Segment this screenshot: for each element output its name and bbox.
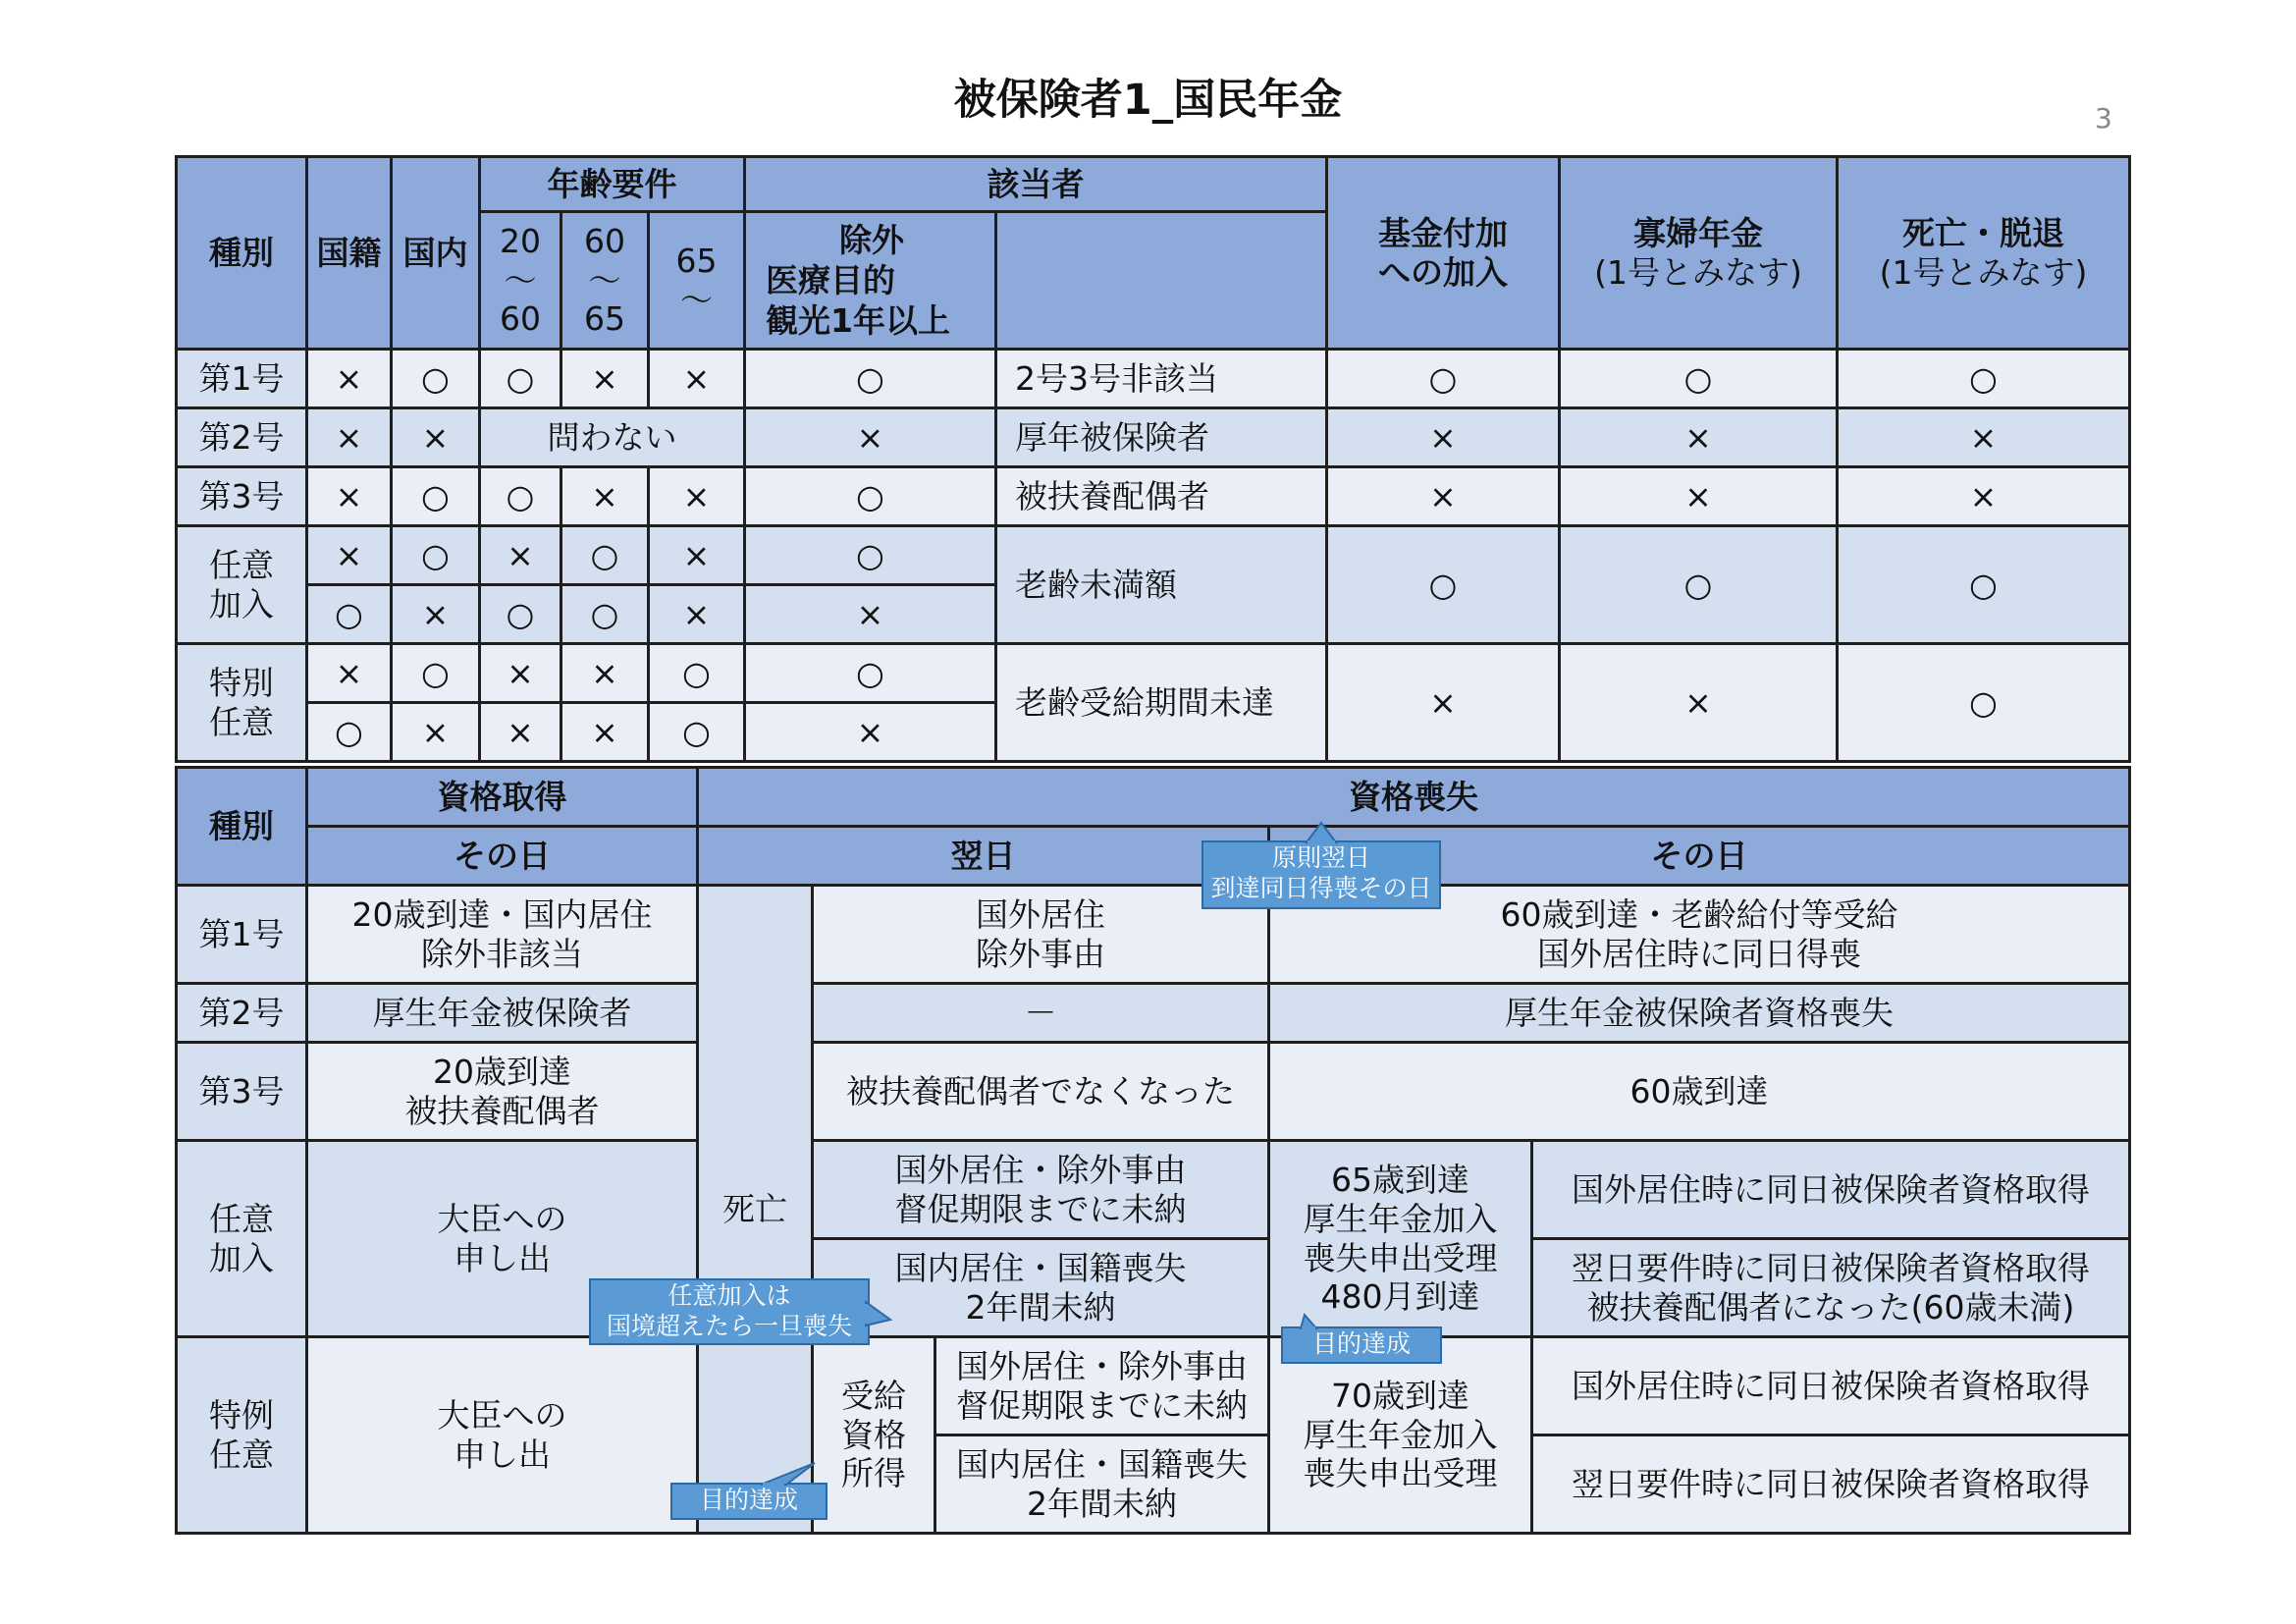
cell-death: ○ [1838, 644, 2130, 762]
cell-fund: × [1327, 467, 1560, 526]
row-type: 第2号 [177, 408, 307, 467]
table-row [177, 1141, 2130, 1239]
header-death-withdrawal: 死亡・脱退 (1号とみなす) [1838, 157, 2130, 350]
cell-exclusion: ○ [745, 526, 996, 585]
cell-mark: × [480, 526, 561, 585]
cell-death: × [1838, 408, 2130, 467]
cell-death: ○ [1838, 350, 2130, 408]
cell-exclusion: ○ [745, 350, 996, 408]
cell-mark: × [392, 703, 480, 762]
callout-pointer [1283, 1328, 1284, 1329]
cell-next-day: 国内居住・国籍喪失 2年間未納 [935, 1435, 1269, 1534]
cell-mark: × [392, 408, 480, 467]
cell-acquire: 大臣への 申し出 [307, 1337, 698, 1534]
cell-mark: × [307, 644, 392, 703]
cell-acquire: 厚生年金被保険者 [307, 984, 698, 1043]
cell-fund: × [1327, 408, 1560, 467]
cell-fund: × [1327, 644, 1560, 762]
cell-fund: ○ [1327, 526, 1560, 644]
cell-widow: ○ [1560, 350, 1838, 408]
table-row [177, 526, 2130, 585]
cell-mark: ○ [561, 526, 649, 585]
cell-mark: × [307, 350, 392, 408]
cell-mark: × [561, 350, 649, 408]
table-row [177, 644, 2130, 703]
table-row [177, 1043, 2130, 1141]
cell-mark: × [307, 467, 392, 526]
header-exclusion: 除外 医療目的 観光1年以上 [745, 212, 996, 350]
header-domestic: 国内 [392, 157, 480, 350]
header-age-60-65: 60 ～ 65 [561, 212, 649, 350]
header-nationality: 国籍 [307, 157, 392, 350]
insured-type-table [175, 155, 2131, 763]
cell-condition: 65歳到達 厚生年金加入 喪失申出受理 480月到達 [1269, 1141, 1532, 1337]
cell-next-day: － [813, 984, 1269, 1043]
cell-same-day: 厚生年金被保険者資格喪失 [1269, 984, 2130, 1043]
cell-next-day: 国外居住・除外事由 督促期限までに未納 [935, 1337, 1269, 1435]
cell-acquire: 20歳到達 被扶養配偶者 [307, 1043, 698, 1141]
cell-same-day: 翌日要件時に同日被保険者資格取得 [1532, 1435, 2130, 1534]
callout-nini: 任意加入は 国境超えたら一旦喪失 [589, 1278, 870, 1345]
cell-exclusion: ○ [745, 644, 996, 703]
header-age-20-60: 20 ～ 60 [480, 212, 561, 350]
callout-mokuteki-2: 目的達成 [670, 1483, 828, 1520]
table-row [177, 467, 2130, 526]
row-type: 第2号 [177, 984, 307, 1043]
cell-mark: × [307, 526, 392, 585]
table-row [177, 350, 2130, 408]
cell-next-day: 国外居住 除外事由 [813, 886, 1269, 984]
qualification-table [175, 766, 2131, 1535]
cell-exclusion: ○ [745, 467, 996, 526]
cell-exclusion: × [745, 585, 996, 644]
cell-same-day: 国外居住時に同日被保険者資格取得 [1532, 1141, 2130, 1239]
cell-mark: × [649, 526, 745, 585]
row-type: 任意 加入 [177, 1141, 307, 1337]
cell-fund: ○ [1327, 350, 1560, 408]
callout-pointer [1203, 842, 1204, 843]
cell-widow: × [1560, 644, 1838, 762]
cell-any-age: 問わない [480, 408, 745, 467]
header-lose: 資格喪失 [698, 768, 2130, 827]
header-acquire: 資格取得 [307, 768, 698, 827]
cell-mark: × [561, 467, 649, 526]
header-type: 種別 [177, 157, 307, 350]
row-type: 特別 任意 [177, 644, 307, 762]
cell-next-day: 被扶養配偶者でなくなった [813, 1043, 1269, 1141]
cell-person: 2号3号非該当 [996, 350, 1327, 408]
table-row [177, 984, 2130, 1043]
cell-mark: ○ [307, 585, 392, 644]
header-widow-pension: 寡婦年金 (1号とみなす) [1560, 157, 1838, 350]
row-type: 第3号 [177, 1043, 307, 1141]
cell-mark: × [480, 703, 561, 762]
cell-acquire: 20歳到達・国内居住 除外非該当 [307, 886, 698, 984]
cell-mark: × [307, 408, 392, 467]
cell-mark: × [561, 703, 649, 762]
cell-mark: ○ [392, 350, 480, 408]
cell-mark: × [392, 585, 480, 644]
cell-person: 厚年被保険者 [996, 408, 1327, 467]
header-applicable-person [996, 212, 1327, 350]
cell-mark: × [480, 644, 561, 703]
cell-mark: × [649, 467, 745, 526]
cell-death: ○ [1838, 526, 2130, 644]
cell-death: 死亡 [698, 886, 813, 1534]
cell-condition: 70歳到達 厚生年金加入 喪失申出受理 [1269, 1337, 1532, 1534]
cell-mark: ○ [307, 703, 392, 762]
cell-mark: ○ [392, 526, 480, 585]
cell-same-day: 60歳到達 [1269, 1043, 2130, 1141]
cell-next-day: 国外居住・除外事由 督促期限までに未納 [813, 1141, 1269, 1239]
header-fund: 基金付加 への加入 [1327, 157, 1560, 350]
header-next-day: 翌日 [698, 827, 1269, 886]
cell-same-day: 翌日要件時に同日被保険者資格取得 被扶養配偶者になった(60歳未満) [1532, 1239, 2130, 1337]
cell-widow: × [1560, 408, 1838, 467]
cell-acquire: 大臣への 申し出 [307, 1141, 698, 1337]
cell-mark: ○ [649, 644, 745, 703]
row-type: 任意 加入 [177, 526, 307, 644]
row-type: 第1号 [177, 886, 307, 984]
cell-mark: ○ [649, 703, 745, 762]
row-type: 第1号 [177, 350, 307, 408]
header-lose-same-day: その日 [1269, 827, 2130, 886]
callout-mokuteki-1: 目的達成 [1281, 1326, 1442, 1364]
cell-person: 老齢受給期間未達 [996, 644, 1327, 762]
cell-mark: × [649, 350, 745, 408]
cell-exclusion: × [745, 703, 996, 762]
callout-pointer [591, 1280, 592, 1281]
cell-mark: ○ [480, 467, 561, 526]
cell-mark: ○ [480, 585, 561, 644]
cell-mark: ○ [392, 644, 480, 703]
page-number: 3 [2095, 102, 2112, 135]
header-age-65: 65 ～ [649, 212, 745, 350]
header-type: 種別 [177, 768, 307, 886]
header-age-requirement: 年齢要件 [480, 157, 745, 212]
page-title: 被保険者1_国民年金 [953, 76, 1343, 125]
cell-person: 被扶養配偶者 [996, 467, 1327, 526]
cell-death: × [1838, 467, 2130, 526]
cell-same-day: 国外居住時に同日被保険者資格取得 [1532, 1337, 2130, 1435]
cell-mark: × [649, 585, 745, 644]
cell-next-day: 国内居住・国籍喪失 2年間未納 [813, 1239, 1269, 1337]
table-row [177, 408, 2130, 467]
table-row [177, 1337, 2130, 1435]
callout-pointer [672, 1485, 673, 1486]
cell-person: 老齢未満額 [996, 526, 1327, 644]
cell-same-day: 60歳到達・老齢給付等受給 国外居住時に同日得喪 [1269, 886, 2130, 984]
cell-mark: × [561, 644, 649, 703]
header-acquire-same-day: その日 [307, 827, 698, 886]
cell-mark: ○ [480, 350, 561, 408]
callout-gensoku: 原則翌日 到達同日得喪その日 [1201, 840, 1441, 909]
cell-widow: ○ [1560, 526, 1838, 644]
cell-pension-qualification: 受給 資格 所得 [813, 1337, 935, 1534]
cell-mark: ○ [561, 585, 649, 644]
table-row [177, 886, 2130, 984]
cell-exclusion: × [745, 408, 996, 467]
header-applicable: 該当者 [745, 157, 1327, 212]
row-type: 第3号 [177, 467, 307, 526]
cell-widow: × [1560, 467, 1838, 526]
cell-mark: ○ [392, 467, 480, 526]
row-type: 特例 任意 [177, 1337, 307, 1534]
